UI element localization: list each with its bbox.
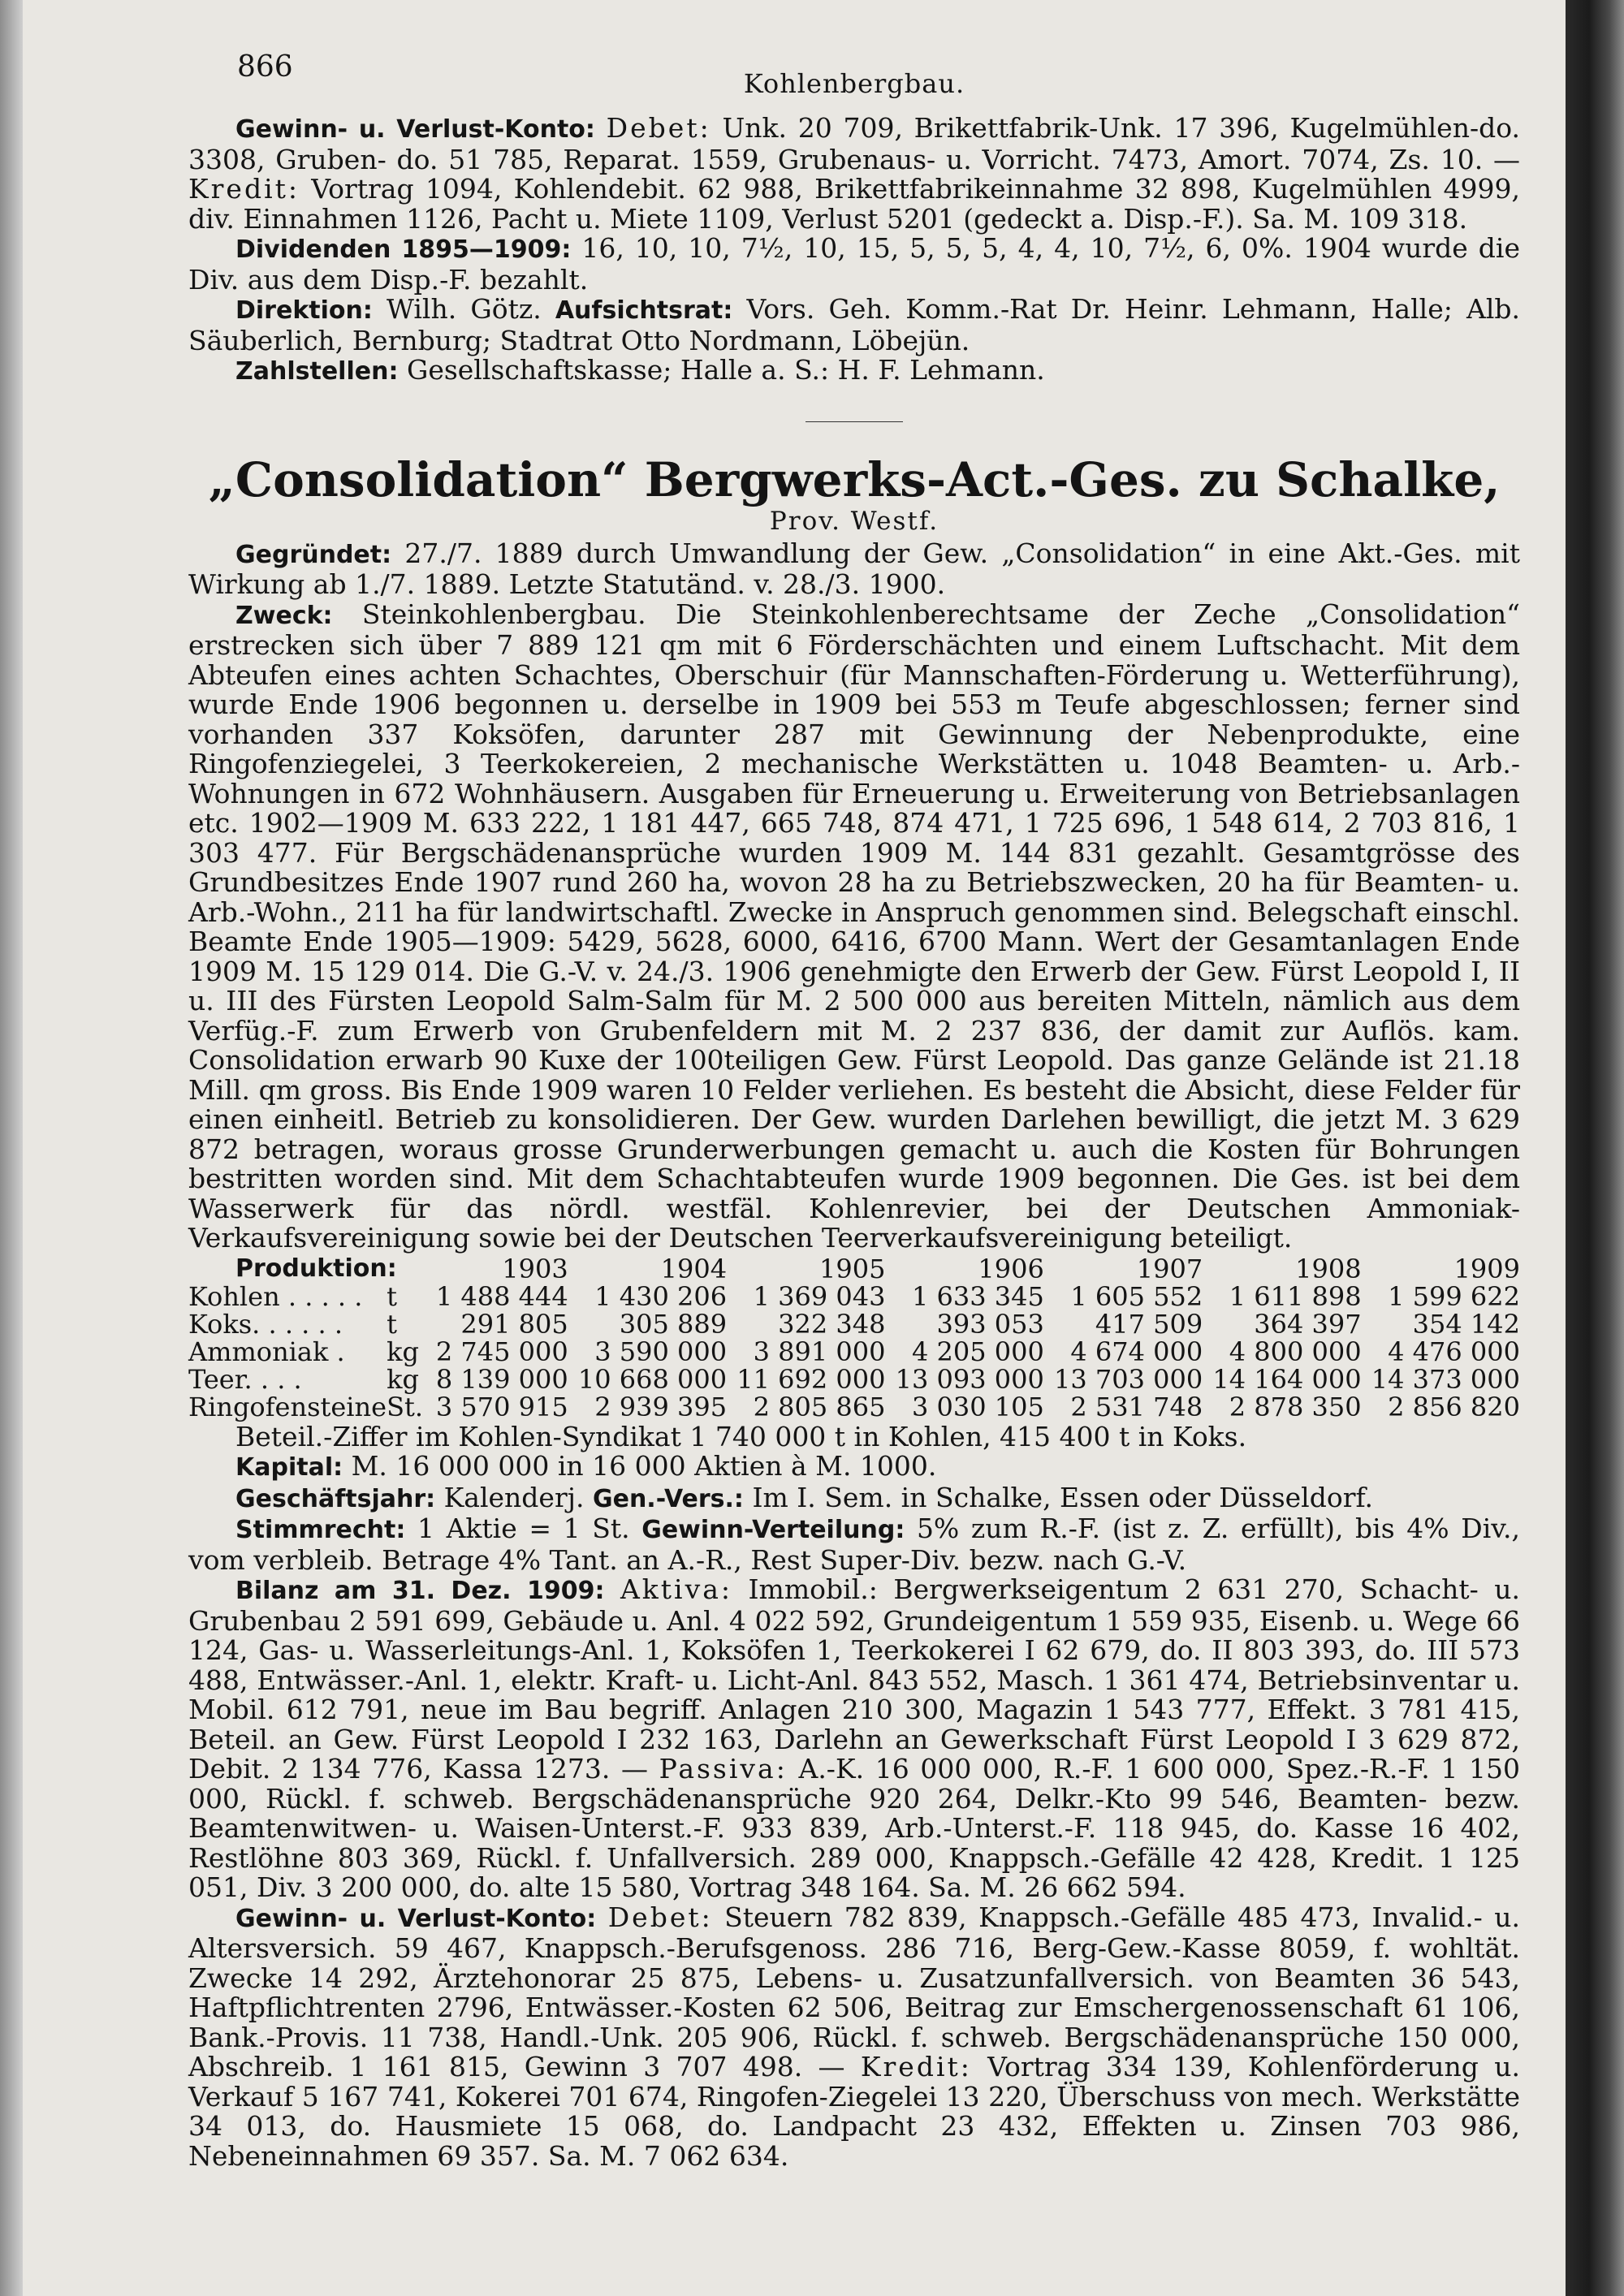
liabilities-label: Passiva: bbox=[659, 1753, 788, 1785]
table-cell: 2 531 748 bbox=[1070, 1391, 1203, 1422]
table-cell: 1 369 043 bbox=[753, 1280, 886, 1312]
production-table bbox=[188, 1255, 1520, 1421]
table-cell: 11 692 000 bbox=[736, 1363, 886, 1395]
table-cell: 1 605 552 bbox=[1070, 1280, 1203, 1312]
row-unit: kg bbox=[387, 1363, 419, 1395]
fiscal-year-text: Kalenderj. bbox=[443, 1481, 585, 1513]
capital-label: Kapital: bbox=[235, 1453, 343, 1482]
row-unit: kg bbox=[387, 1336, 419, 1367]
credit-label: Kredit: bbox=[860, 2051, 972, 2082]
assets-text: Immobil.: Bergwerkseigentum 2 631 270, Schacht- u. Grubenbau 2 591 699, Gebäude u. Anl. 4 022 592, Grundeigentum 1 559 935, Eisenb. u. Wege 66 124, Gas- u. Wasserleitungs-Anl. 1, Koksöfen 1, Teerkokerei I 62 679, do. II 803 393, do. III 573 488, Entwässer.-Anl. 1, elektr. Kraft- u. Licht-Anl. 843 552, Masch. 1 361 474, Betriebsinventar u. Mobil. 612 791, neue im Bau begriff. Anlagen 210 300, Magazin 1 543 777, Effekt. 3 781 415, Beteil. an Gew. Fürst Leopold I 232 163, Darlehn an Gewerkschaft Fürst Leopold I 3 629 872, Debit. 2 134 776, Kassa 1273. — bbox=[188, 1573, 1520, 1785]
table-cell: 4 205 000 bbox=[912, 1336, 1044, 1367]
syndicate-paragraph: Beteil.-Ziffer im Kohlen-Syndikat 1 740 000 t in Kohlen, 415 400 t in Koks. bbox=[235, 1420, 1247, 1452]
prev-zahl-text: Gesellschaftskasse; Halle a. S.: H. F. Lehmann. bbox=[406, 354, 1045, 386]
table-cell: 4 800 000 bbox=[1229, 1336, 1362, 1367]
table-cell: 1 599 622 bbox=[1388, 1280, 1520, 1312]
liabilities-text: A.-K. 16 000 000, R.-F. 1 600 000, Spez.-R.-F. 1 150 000, Rückl. f. schweb. Bergschädenansprüche 920 264, Delkr.-Kto 99 546, Beamten- bezw. Beamtenwitwen- u. Waisen-Unterst.-F. 933 839, Arb.-Unterst.-F. 118 945, do. Kasse 16 402, Restlöhne 803 369, Rückl. f. Unfallversich. 289 000, Knappsch.-Gefälle 42 428, Kredit. 1 125 051, Div. 3 200 000, do. alte 15 580, Vortrag 348 164. Sa. M. 26 662 594. bbox=[188, 1753, 1520, 1903]
table-cell: 10 668 000 bbox=[577, 1363, 728, 1395]
year-header: 1903 bbox=[502, 1253, 568, 1284]
fiscal-paragraph bbox=[188, 1483, 1520, 1515]
table-cell: 1 430 206 bbox=[594, 1280, 728, 1312]
table-row bbox=[188, 1338, 1520, 1366]
profit-loss-label: Gewinn- u. Verlust-Konto: bbox=[235, 1904, 597, 1933]
balance-paragraph bbox=[188, 1575, 1520, 1903]
page-number: 866 bbox=[237, 50, 293, 84]
balance-label: Bilanz am 31. Dez. 1909: bbox=[235, 1577, 605, 1605]
prev-ar-label: Aufsichtsrat: bbox=[555, 296, 733, 325]
table-cell: 1 633 345 bbox=[912, 1280, 1044, 1312]
row-name: Kohlen . . . . . bbox=[188, 1280, 363, 1312]
prev-guv-paragraph bbox=[188, 114, 1520, 234]
table-cell: 8 139 000 bbox=[435, 1363, 568, 1395]
voting-text: 1 Aktie = 1 St. bbox=[417, 1513, 630, 1544]
year-header: 1905 bbox=[819, 1253, 886, 1284]
prev-guv-debet-label: Debet: bbox=[606, 112, 711, 144]
production-label: Produktion: bbox=[235, 1254, 397, 1283]
table-cell: 322 348 bbox=[778, 1308, 886, 1340]
capital-paragraph bbox=[188, 1452, 1520, 1483]
prev-guv-kredit-label: Kredit: bbox=[188, 173, 300, 205]
year-header: 1907 bbox=[1136, 1253, 1203, 1284]
year-header: 1906 bbox=[978, 1253, 1044, 1284]
prev-dir-label: Direktion: bbox=[235, 296, 373, 325]
table-row bbox=[188, 1393, 1520, 1421]
prev-div-text: 16, 10, 10, 7½, 10, 15, 5, 5, 5, 4, 4, 10, 7½, 6, 0%. 1904 wurde die Div. aus dem Disp.-F. bezahlt. bbox=[188, 232, 1520, 296]
scan-edge-left bbox=[0, 0, 23, 2296]
debit-text: Steuern 782 839, Knappsch.-Gefälle 485 473, Invalid.- u. Altersversich. 59 467, Knappsch.-Berufsgenoss. 286 716, Berg-Gew.-Kasse 8059, f. wohltät. Zwecke 14 292, Ärztehonorar 25 875, Lebens- u. Zusatzunfallversich. von Beamten 36 543, Haftpflichtrenten 2796, Entwässer.-Kosten 62 506, Beitrag zur Emschergenossenschaft 61 106, Bank.-Provis. 11 738, Handl.-Unk. 205 906, Rückl. f. schweb. Bergschädenansprüche 150 000, Abschreib. 1 161 815, Gewinn 3 707 498. — bbox=[188, 1901, 1520, 2082]
row-unit: t bbox=[387, 1280, 397, 1312]
table-cell: 2 878 350 bbox=[1229, 1391, 1362, 1422]
section-divider bbox=[806, 421, 903, 422]
voting-paragraph bbox=[188, 1514, 1520, 1575]
prev-dir-text: Wilh. Götz. bbox=[387, 293, 542, 325]
table-cell: 14 164 000 bbox=[1212, 1363, 1362, 1395]
table-cell: 364 397 bbox=[1254, 1308, 1362, 1340]
table-cell: 13 703 000 bbox=[1054, 1363, 1203, 1395]
table-cell: 13 093 000 bbox=[895, 1363, 1044, 1395]
prev-dividends-paragraph bbox=[188, 234, 1520, 295]
debit-label: Debet: bbox=[607, 1901, 713, 1933]
table-cell: 354 142 bbox=[1412, 1308, 1520, 1340]
prev-zahl-label: Zahlstellen: bbox=[235, 357, 399, 386]
year-header: 1909 bbox=[1453, 1253, 1520, 1284]
prev-guv-kredit-text: Vortrag 1094, Kohlendebit. 62 988, Brikettfabrikeinnahme 32 898, Kugelmühlen 4999, div. Einnahmen 1126, Pacht u. Miete 1109, Verlust 5201 (gedeckt a. Disp.-F.). Sa. M. 109 318. bbox=[188, 173, 1520, 235]
year-header: 1908 bbox=[1295, 1253, 1362, 1284]
general-meeting-label: Gen.-Vers.: bbox=[592, 1484, 744, 1513]
general-meeting-text: Im I. Sem. in Schalke, Essen oder Düsseldorf. bbox=[752, 1481, 1374, 1513]
table-cell: 3 891 000 bbox=[753, 1336, 886, 1367]
fiscal-year-label: Geschäftsjahr: bbox=[235, 1484, 436, 1513]
row-name: Ringofensteine bbox=[188, 1391, 387, 1422]
table-cell: 3 570 915 bbox=[435, 1391, 568, 1422]
scan-edge-right bbox=[1566, 0, 1624, 2296]
table-cell: 291 805 bbox=[460, 1308, 568, 1340]
table-cell: 417 509 bbox=[1095, 1308, 1203, 1340]
prev-div-label: Dividenden 1895—1909: bbox=[235, 235, 572, 264]
table-cell: 3 030 105 bbox=[912, 1391, 1044, 1422]
voting-label: Stimmrecht: bbox=[235, 1516, 406, 1544]
table-cell: 1 611 898 bbox=[1229, 1280, 1362, 1312]
table-cell: 4 476 000 bbox=[1388, 1336, 1520, 1367]
purpose-label: Zweck: bbox=[235, 601, 333, 630]
profit-distribution-label: Gewinn-Verteilung: bbox=[641, 1516, 905, 1544]
row-name: Koks. . . . . . bbox=[188, 1308, 343, 1340]
table-row bbox=[188, 1366, 1520, 1393]
founded-paragraph bbox=[188, 539, 1520, 600]
table-cell: 2 856 820 bbox=[1388, 1391, 1520, 1422]
company-title: „Consolidation“ Bergwerks-Act.-Ges. zu Schalke, bbox=[208, 451, 1501, 507]
assets-label: Aktiva: bbox=[620, 1573, 733, 1605]
table-cell: 393 053 bbox=[936, 1308, 1044, 1340]
running-title: Kohlenbergbau. bbox=[743, 68, 965, 99]
table-cell: 4 674 000 bbox=[1070, 1336, 1203, 1367]
page-content bbox=[188, 41, 1520, 2171]
row-unit: St. bbox=[387, 1391, 424, 1422]
founded-label: Gegründet: bbox=[235, 540, 392, 569]
table-row bbox=[188, 1310, 1520, 1338]
year-header: 1904 bbox=[660, 1253, 728, 1284]
page-header bbox=[188, 41, 1520, 114]
table-cell: 1 488 444 bbox=[435, 1280, 568, 1312]
company-subtitle: Prov. Westf. bbox=[769, 506, 939, 536]
profit-distribution-text: 5% zum R.-F. (ist z. Z. erfüllt), bis 4% Div., vom verbleib. Betrage 4% Tant. an A.-R., Rest Super-Div. bezw. nach G.-V. bbox=[188, 1513, 1520, 1576]
table-cell: 3 590 000 bbox=[594, 1336, 728, 1367]
book-page bbox=[23, 0, 1566, 2296]
profit-loss-paragraph bbox=[188, 1903, 1520, 2172]
row-name: Ammoniak . bbox=[188, 1336, 345, 1367]
prev-zahlstellen-paragraph bbox=[188, 356, 1520, 387]
capital-text: M. 16 000 000 in 16 000 Aktien à M. 1000. bbox=[351, 1450, 937, 1482]
table-cell: 2 939 395 bbox=[594, 1391, 728, 1422]
credit-text: Vortrag 334 139, Kohlenförderung u. Verkauf 5 167 741, Kokerei 701 674, Ringofen-Ziegelei 13 220, Überschuss von mech. Werkstätte 34 013, do. Hausmiete 15 068, do. Landpacht 23 432, Effekten u. Zinsen 703 986, Nebeneinnahmen 69 357. Sa. M. 7 062 634. bbox=[188, 2051, 1520, 2172]
purpose-paragraph bbox=[188, 600, 1520, 1254]
purpose-text: Steinkohlenbergbau. Die Steinkohlenberechtsame der Zeche „Consolidation“ erstrecken sich über 7 889 121 qm mit 6 Förderschächten und einem Luftschacht. Mit dem Abteufen eines achten Schachtes, Oberschuir (für Mannschaften-Förderung u. Wetterführung), wurde Ende 1906 begonnen u. derselbe in 1909 bei 553 m Teufe abgeschlossen; ferner sind vorhanden 337 Koksöfen, darunter 287 mit Gewinnung der Nebenprodukte, eine Ringofenziegelei, 3 Teerkokereien, 2 mechanische Werkstätten u. 1048 Beamten- u. Arb.-Wohnungen in 672 Wohnhäusern. Ausgaben für Erneuerung u. Erweiterung von Betriebsanlagen etc. 1902—1909 M. 633 222, 1 181 447, 665 748, 874 471, 1 725 696, 1 548 614, 2 703 816, 1 303 477. Für Bergschädenansprüche wurden 1909 M. 144 831 gezahlt. Gesamtgrösse des Grundbesitzes Ende 1907 rund 260 ha, wovon 28 ha zu Betriebszwecken, 20 ha für Beamten- u. Arb.-Wohn., 211 ha für landwirtschaftl. Zwecke in Anspruch genommen sind. Belegschaft einschl. Beamte Ende 1905—1909: 5429, 5628, 6000, 6416, 6700 Mann. Wert der Gesamtanlagen Ende 1909 M. 15 129 014. Die G.-V. v. 24./3. 1906 genehmigte den Erwerb der Gew. Fürst Leopold I, II u. III des Fürsten Leopold Salm-Salm für M. 2 500 000 aus bereiten Mitteln, nämlich aus dem Verfüg.-F. zum Erwerb von Grubenfeldern mit M. 2 237 836, der damit zur Auflös. kam. Consolidation erwarb 90 Kuxe der 100teiligen Gew. Fürst Leopold. Das ganze Gelände ist 21.18 Mill. qm gross. Bis Ende 1909 waren 10 Felder verliehen. Es besteht die Absicht, diese Felder für einen einheitl. Betrieb zu konsolidieren. Der Gew. wurden Darlehen bewilligt, die jetzt M. 3 629 872 betragen, woraus grosse Grunderwerbungen gemacht u. auch die Kosten für Bohrungen bestritten worden sind. Mit dem Schachtabteufen wurde 1909 begonnen. Die Ges. ist bei dem Wasserwerk für das nördl. westfäl. Kohlenrevier, bei der Deutschen Ammoniak-Verkaufsvereinigung sowie bei der Deutschen Teerverkaufsvereinigung beteiligt. bbox=[188, 598, 1520, 1254]
table-cell: 14 373 000 bbox=[1371, 1363, 1520, 1395]
prev-ar-text: Vors. Geh. Komm.-Rat Dr. Heinr. Lehmann, Halle; Alb. Säuberlich, Bernburg; Stadtrat Otto Nordmann, Löbejün. bbox=[188, 293, 1520, 356]
production-header-row bbox=[188, 1255, 1520, 1283]
row-name: Teer. . . . bbox=[188, 1363, 302, 1395]
table-cell: 305 889 bbox=[619, 1308, 728, 1340]
founded-text: 27./7. 1889 durch Umwandlung der Gew. „Consolidation“ in eine Akt.-Ges. mit Wirkung ab 1./7. 1889. Letzte Statutänd. v. 28./3. 1900. bbox=[188, 537, 1520, 600]
table-cell: 2 805 865 bbox=[753, 1391, 886, 1422]
prev-guv-label: Gewinn- u. Verlust-Konto: bbox=[235, 115, 595, 144]
row-unit: t bbox=[387, 1308, 397, 1340]
table-cell: 2 745 000 bbox=[435, 1336, 568, 1367]
prev-board-paragraph bbox=[188, 295, 1520, 356]
prev-guv-debet-text: Unk. 20 709, Brikettfabrik-Unk. 17 396, Kugelmühlen-do. 3308, Gruben- do. 51 785, Reparat. 1559, Grubenaus- u. Vorricht. 7473, Amort. 7074, Zs. 10. — bbox=[188, 112, 1521, 175]
table-row bbox=[188, 1283, 1520, 1310]
